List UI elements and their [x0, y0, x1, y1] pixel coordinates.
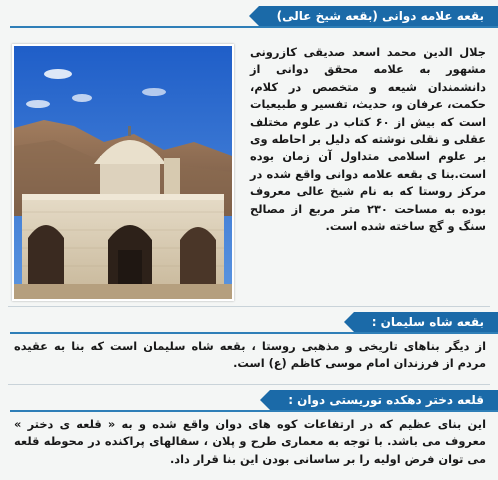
- section-title: بقعه شاه سلیمان :: [354, 312, 498, 332]
- divider: [8, 384, 490, 385]
- section-title: بقعه علامه دوانی (بقعه شیخ عالی): [259, 6, 498, 26]
- section-title: قلعه دختر دهکده توریستی دوان :: [270, 390, 498, 410]
- section-header-shah-soleiman: [10, 312, 498, 334]
- divider: [8, 306, 490, 307]
- tomb-photo: [12, 44, 234, 301]
- tomb-illustration: [14, 46, 232, 299]
- section-text-tomb-davani: جلال الدین محمد اسعد صدیقی کازرونی مشهور به علامه محقق دوانی از دانشمندان شیعه و متخصص در کلام، حکمت، عرفان و، حدیث، تفسیر و طبیعیات است که بیش از ۶۰ کتاب در علوم مختلف عقلی و نقلی نوشته که دلیل بر احاطه وی بر علوم اسلامی متداول آن زمان بوده است.بنا ی بقعه علامه دوانی واقع شده در مرکز روستا که به نام شیخ عالی معروف بوده به مساحت ۲۳۰ متر مربع از مصالح سنگ و گچ ساخته شده است.: [250, 45, 486, 234]
- section-text-shah-soleiman: از دیگر بناهای تاریخی و مذهبی روستا ، بقعه شاه سلیمان است که بنا به عقیده مردم از فرزندان امام موسی کاظم (ع) است.: [14, 339, 486, 371]
- section-text-dokhtar-castle: این بنای عظیم که در ارتفاعات کوه های دوان واقع شده و به « قلعه ی دختر » معروف می باشد. با توجه به معماری طرح و پلان ، سفالهای پراکنده در محوطه قلعه می توان فرض اولیه را بر ساسانی بودن این بنا قرار داد.: [14, 417, 486, 466]
- section-header-dokhtar-castle: [10, 390, 498, 412]
- section-header-tomb-davani: [10, 6, 498, 28]
